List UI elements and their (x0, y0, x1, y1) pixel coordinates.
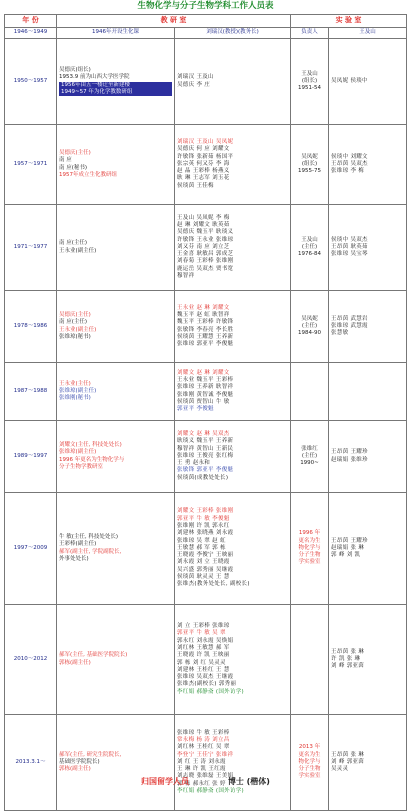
leaders-cell-line: 基础医学院院长) (59, 758, 100, 765)
members-cell-line: 吴德庆 何 应 刘耀文 (177, 146, 230, 153)
leaders-cell (57, 493, 175, 605)
members-cell-line: 刘春菊 王彩棒 张维刚 (177, 258, 234, 265)
leaders-cell-line: 南 应(主任) (59, 240, 88, 247)
header-lab: 实 验 室 (291, 15, 407, 28)
lab-members-cell-line: 刘 峰 郭亚茵 (331, 663, 365, 670)
lab-lead-cell-line: (组长) (301, 77, 318, 84)
lab-lead-cell-line: 更名为生 (298, 537, 321, 544)
leaders-cell-line: 郭栋(副主任) (59, 766, 91, 773)
lab-lead-cell (291, 291, 329, 363)
lab-lead-cell-line: (主任) (301, 452, 318, 459)
lab-members-cell-line: 吴凤妮 侯琰中 (331, 77, 368, 84)
staff-table (4, 14, 407, 811)
leaders-cell (57, 205, 175, 291)
period-cell: 1957～1971 (5, 125, 57, 205)
lab-lead-cell (291, 715, 329, 811)
period-cell: 1997～2009 (5, 493, 57, 605)
lab-lead-cell (291, 125, 329, 205)
leaders-cell-line: 王彩棒(副主任) (59, 541, 97, 548)
leaders-cell-line: 1957年成立生化教研组 (59, 171, 117, 178)
lab-members-cell (329, 421, 407, 493)
lab-lead-cell-line: 分子生物 (298, 766, 321, 773)
lab-lead-cell-line: 张维红 (301, 445, 318, 452)
lab-members-cell-line: 王昂茵 王耀珍 (331, 449, 368, 456)
members-cell-line: 侯琰茵(成教处处长) (177, 474, 229, 481)
lab-members-cell-line: 王昂茵 张 琳 (331, 648, 365, 655)
members-cell-line: 侯琰茵 王佳梅 (177, 182, 214, 189)
leaders-cell-line: 郭栋(副主任) (59, 659, 91, 666)
legend-footer (0, 776, 411, 788)
members-cell-line: 侯琰茵 王耀慧 王养新 (177, 333, 234, 340)
lab-lead-cell-line: 吴凤妮 (301, 315, 318, 322)
leaders-cell-line: 外事处处长) (59, 555, 89, 562)
members-cell-line: 刘永霞 刘 立 王晓霞 (177, 559, 230, 566)
leaders-cell-line: 张维琼(副主任) (59, 449, 97, 456)
members-cell (175, 605, 291, 715)
leaders-cell-line: 南 应(主任) (59, 319, 88, 326)
leaders-cell-line: 郝军(主任, 研究生院院长, (59, 751, 122, 758)
lab-lead-cell-line: 1976-84 (298, 251, 321, 258)
members-cell-line: 张维琼 王养新 耿智祥 (177, 384, 234, 391)
leaders-cell-line: 吴德庆(主任) (59, 311, 91, 318)
members-cell-line: 李红娟 郝静斋 (国外访学) (177, 788, 244, 795)
members-cell-line: 郭 栋 刘 红 吴灵灵 (177, 659, 226, 666)
members-cell-line: 刘耀文 赵 琳 吴双杰 (177, 430, 230, 437)
members-cell-line: 许敏锋 张新茹 杨国平 (177, 153, 234, 160)
members-cell-line: 穆智祥 (177, 273, 195, 280)
period-cell: 1971～1977 (5, 205, 57, 291)
leaders-cell-line: 王永业(主任) (59, 380, 91, 387)
lab-members-cell-line: 侯琰中 刘耀文 (331, 153, 368, 160)
lab-members-cell-line: 张维琼 吴宝琴 (331, 251, 368, 258)
members-cell-line: 刘耀文 王彩棒 张维刚 (177, 508, 234, 515)
header-teaching: 教 研 室 (57, 15, 291, 28)
lab-lead-cell-line: 1984-90 (298, 330, 321, 337)
sub-lab-left: 负责人 (291, 28, 329, 39)
members-cell-line: 王永业 赵 琳 刘耀文 (177, 304, 230, 311)
lab-members-cell (329, 605, 407, 715)
lab-members-cell-line: 侯琰中 吴双杰 (331, 236, 368, 243)
members-cell-line: 郭永红 刘永霞 吴焕娟 (177, 637, 234, 644)
members-cell-line: 张维刚 黄智诚 李俊魁 (177, 391, 234, 398)
lab-lead-cell-line: 1996 年 (298, 530, 321, 537)
lab-members-cell (329, 125, 407, 205)
lab-members-cell-line: 王昂茵 张 琳 (331, 751, 365, 758)
lab-members-cell (329, 39, 407, 125)
members-cell-line: 许敏锋 王永业 张维琼 (177, 236, 234, 243)
leaders-cell-line: 1949~57 年为化学教数研组 (59, 89, 172, 96)
members-cell-line: 常永梅 杨 涛 刘立昌 (177, 736, 230, 743)
lab-lead-cell (291, 493, 329, 605)
leaders-cell-line: 张维琼(秘书) (59, 333, 91, 340)
leaders-cell-line: 牛 敏(主任, 科技处处长) (59, 533, 119, 540)
lab-members-cell-line: 郭 峰 刘 凯 (331, 552, 361, 559)
lab-lead-cell-line: 1951-54 (298, 85, 321, 92)
leaders-cell-line: 南 应(秘书) (59, 164, 88, 171)
legend-doctor: 博士 (楷体) (227, 777, 270, 786)
leaders-cell-line: 张维刚(秘书) (59, 395, 91, 402)
leaders-cell (57, 291, 175, 363)
members-cell-line: 王永业 魏玉平 王彩棒 (177, 376, 234, 383)
table-row (5, 493, 407, 605)
lab-lead-cell-line: 王及山 (301, 70, 318, 77)
members-cell-line: 郭亚平 李俊魁 (177, 406, 214, 413)
lab-lead-cell-line: 学实验室 (298, 559, 321, 566)
members-cell-line: 李登宁 王佳宁 张维祥 (177, 751, 234, 758)
members-cell-line: 刘 立 王彩棒 张维琼 (177, 623, 230, 630)
leaders-cell-line: 张维琼(副主任) (59, 387, 97, 394)
lab-lead-cell-line: (组长) (301, 160, 318, 167)
lab-members-cell-line: 刘 峰 郭亚茵 (331, 758, 365, 765)
members-cell-line: 王 勇 赵永和 (177, 460, 211, 467)
members-cell-line: 赵 晶 王彩棒 杨燕义 (177, 168, 230, 175)
members-cell-line: 王金喜 耿敏昌 郭成芝 (177, 251, 234, 258)
members-cell-line: 张敏锋 李春亮 李长胜 (177, 326, 234, 333)
members-cell-line: 刘又芬 南 应 刘立芝 (177, 243, 230, 250)
leaders-cell (57, 125, 175, 205)
members-cell-line: 刘 红 王 涛 刘永霞 (177, 758, 226, 765)
members-cell-line: 郭亚平 牛 敏 李俊魁 (177, 515, 230, 522)
lab-members-cell-line: 王昂茵 耿英茹 (331, 243, 368, 250)
lab-members-cell-line: 王昂茵 王耀珍 (331, 537, 368, 544)
leaders-cell (57, 363, 175, 421)
table-row (5, 363, 407, 421)
members-cell-line: 王 琳 许 凯 王红霞 (177, 766, 226, 773)
sub-teaching-right: 刘瑞汉(教授)(教务长) (175, 28, 291, 39)
members-cell-line: 侯琰茵 耿灵灵 王 慧 (177, 574, 230, 581)
lab-members-cell (329, 291, 407, 363)
lab-members-cell (329, 493, 407, 605)
lab-members-cell-line: 张维琼 李 梅 (331, 168, 365, 175)
leaders-cell (57, 605, 175, 715)
lab-lead-cell-line: 王及山 (301, 236, 318, 243)
members-cell-line: 鹿运岳 吴双杰 贾书宽 (177, 265, 234, 272)
table-row (5, 605, 407, 715)
page-title: 生物化学与分子生物学科工作人员表 (137, 1, 274, 11)
lab-lead-cell-line: 1955-75 (298, 168, 321, 175)
members-cell (175, 715, 291, 811)
lab-lead-cell-line: 1990~ (300, 460, 319, 467)
sub-lab-right: 王及山 (329, 28, 407, 39)
members-cell-line: 张敏锋 郭亚平 李俊魁 (177, 467, 234, 474)
members-cell-line: 赵 琳 刘耀文 耿英茹 (177, 221, 230, 228)
period-cell: 1987～1988 (5, 363, 57, 421)
lab-members-cell (329, 363, 407, 421)
lab-members-cell-line: 王昂茵 吴双杰 (331, 160, 368, 167)
lab-members-cell-line: 王昂茵 武慧岩 (331, 315, 368, 322)
lab-lead-cell-line: 物化学与 (298, 544, 321, 551)
lab-lead-cell (291, 39, 329, 125)
leaders-cell-line: 1996 年更名为生物化学与 (59, 456, 125, 463)
members-cell-line: 张维琼 吴双杰 王继霞 (177, 674, 234, 681)
members-cell-line: 刘建林 王桂红 王 慧 (177, 666, 230, 673)
leaders-cell-line: 王永业(副主任) (59, 247, 97, 254)
lab-members-cell-line: 吴灵灵 (331, 766, 349, 773)
members-cell-line: 侯琰茵 贾智山 牛 敏 (177, 398, 230, 405)
leaders-cell-line: 1953.9 前为山西大学医学院 (59, 74, 130, 81)
lab-lead-cell (291, 605, 329, 715)
lab-members-cell-line: 张维琼 武慧霞 (331, 322, 368, 329)
members-cell-line: 吴德庆 李 庄 (177, 81, 211, 88)
lab-members-cell (329, 715, 407, 811)
leaders-cell (57, 421, 175, 493)
members-cell-line: 王敏慧 郝 军 郭 栋 (177, 544, 226, 551)
members-cell-line: 吴德庆 魏玉平 耿琰义 (177, 229, 234, 236)
members-cell-line: 张维杰(教务处处长, 副校长) (177, 581, 250, 588)
leaders-cell-line: 郝军(副主任, 学院副院长, (59, 548, 122, 555)
lab-lead-cell (291, 205, 329, 291)
leaders-cell-line: 吴德庆(主任) (59, 149, 91, 156)
lab-members-cell-line: 赵瑞娟 张 琳 (331, 544, 365, 551)
lab-members-cell-line: 赵瑞娟 张维珍 (331, 456, 368, 463)
header-year: 年 份 (5, 15, 57, 28)
period-cell: 2013.3.1～ (5, 715, 57, 811)
lab-lead-cell-line: 更名为生 (298, 751, 321, 758)
members-cell-line: 刘建林 张晓燕 刘永霞 (177, 530, 234, 537)
leaders-cell-line: 刘耀文(主任, 科技处处长) (59, 441, 122, 448)
period-cell: 1978～1986 (5, 291, 57, 363)
members-cell (175, 205, 291, 291)
sub-year: 1946～1949 (5, 28, 57, 39)
members-cell-line: 张维琼 吴 翠 赵 虹 (177, 537, 226, 544)
lab-lead-cell-line: (主任) (301, 322, 318, 329)
leaders-cell-line: 分子生物学教研室 (59, 463, 104, 470)
members-cell-line: 王晓霞 许 凯 王映丽 (177, 652, 230, 659)
members-cell-line: 刘红林 王敏慧 郝 军 (177, 644, 230, 651)
members-cell-line: 刘瑞汉 王及山 吴凤妮 (177, 138, 234, 145)
members-cell-line: 郭亚平 牛 敏 吴 翠 (177, 630, 226, 637)
leaders-cell-line: 郝军(主任, 基础医学院院长) (59, 652, 128, 659)
members-cell-line: 吴兴盛 郭秀丽 吴继霞 (177, 566, 234, 573)
lab-members-cell-line: 许 凯 张 琳 (331, 655, 361, 662)
table-row (5, 715, 407, 811)
leaders-cell-line: 王永业(副主任) (59, 326, 97, 333)
lab-lead-cell (291, 421, 329, 493)
lab-lead-cell-line: 物化学与 (298, 758, 321, 765)
members-cell-line: 张维琼 王俊亮 张红梅 (177, 452, 234, 459)
members-cell-line: 刘志晓 张维磊 王美娟 (177, 773, 234, 780)
table-row (5, 205, 407, 291)
sub-teaching-left: 1946年开设生化课 (57, 28, 175, 39)
lab-members-cell (329, 205, 407, 291)
members-cell-line: 魏玉平 赵 虹 耿智祥 (177, 311, 230, 318)
leaders-cell-line: 1956年由五一楼迁至新建楼 (59, 82, 172, 89)
table-row (5, 39, 407, 125)
lab-lead-cell (291, 363, 329, 421)
members-cell-line: 耿 琳 王志军 刘玉花 (177, 175, 230, 182)
leaders-cell (57, 715, 175, 811)
table-row (5, 291, 407, 363)
members-cell-line: 郭 栋 郝永红 张 婷 (177, 780, 226, 787)
members-cell-line: 耿琰义 魏玉平 王养新 (177, 438, 234, 445)
members-cell (175, 291, 291, 363)
lab-lead-cell-line: 学实验室 (298, 773, 321, 780)
leaders-cell-line: 南 应 (59, 157, 72, 164)
members-cell-line: 刘耀文 赵 琳 刘耀文 (177, 369, 230, 376)
lab-lead-cell-line: 2013 年 (298, 744, 321, 751)
members-cell (175, 421, 291, 493)
period-cell: 1950～1957 (5, 39, 57, 125)
lab-lead-cell-line: 分子生物 (298, 552, 321, 559)
members-cell-line: 刘瑞汉 王及山 (177, 74, 214, 81)
members-cell-line: 王及山 吴凤妮 李 梅 (177, 214, 230, 221)
members-cell-line: 刘红林 王桂红 吴 翠 (177, 744, 230, 751)
period-cell: 2010～2012 (5, 605, 57, 715)
members-cell-line: 李红娟 郝静斋 (国外访学) (177, 688, 244, 695)
members-cell-line: 张维琼 牛 敏 王彩棒 (177, 729, 230, 736)
members-cell-line: 张维琼 郭亚平 李俊魁 (177, 341, 234, 348)
leaders-cell-line: 吴德庆(组长) (59, 66, 91, 73)
members-cell-line: 张维刚 许 凯 郭永红 (177, 522, 230, 529)
legend-returnee: 归国留学人员 (141, 777, 190, 786)
members-cell-line: 穆智祥 黄智山 王新民 (177, 445, 234, 452)
members-cell-line: 张维杰(副校长) 郭秀丽 (177, 681, 237, 688)
members-cell (175, 363, 291, 421)
lab-members-cell-line: 张慧敏 (331, 330, 349, 337)
lab-lead-cell-line: 吴凤妮 (301, 153, 318, 160)
lab-lead-cell-line: (主任) (301, 243, 318, 250)
table-row (5, 421, 407, 493)
table-row (5, 125, 407, 205)
period-cell: 1989～1997 (5, 421, 57, 493)
members-cell-line: 王晓霞 李俊宁 王映丽 (177, 552, 234, 559)
members-cell (175, 39, 291, 125)
members-cell-line: 魏玉平 王彩棒 许敏锋 (177, 319, 234, 326)
members-cell (175, 125, 291, 205)
members-cell-line: 张宗英 何又芬 李 海 (177, 160, 230, 167)
leaders-cell (57, 39, 175, 125)
table-body (5, 39, 407, 811)
members-cell (175, 493, 291, 605)
